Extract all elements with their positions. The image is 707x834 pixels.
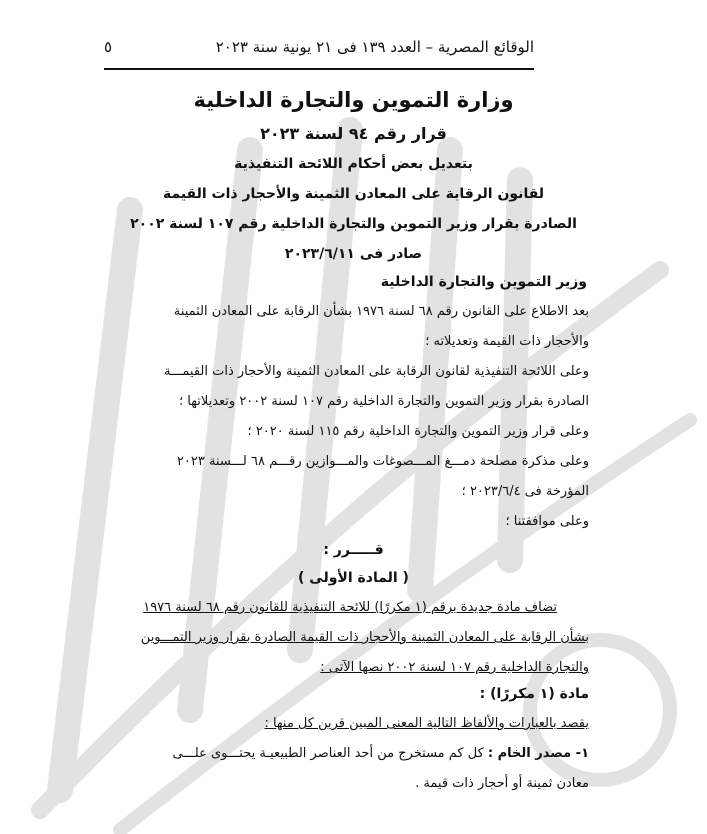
preamble-line-5: وعلى قرار وزير التموين والتجارة الداخلية رقم ١١٥ لسنة ٢٠٢٠ ؛ bbox=[247, 424, 589, 439]
preamble-line-7: المؤرخة فى ٢٠٢٣/٦/٤ ؛ bbox=[461, 484, 589, 499]
issue-date: صادر فى ٢٠٢٣/٦/١١ bbox=[284, 246, 423, 262]
definition-1-term: ١- مصدر الخام : bbox=[487, 746, 589, 761]
definitions-intro: يقصد بالعبارات والألفاظ التالية المعنى المبين قرين كل منها : bbox=[264, 716, 589, 731]
article-one-line-1: تضاف مادة جديدة برقم (١ مكررًا) للائحة التنفيذية للقانون رقم ٦٨ لسنة ١٩٧٦ bbox=[143, 600, 557, 615]
new-article-heading: مادة (١ مكررًا) : bbox=[479, 686, 589, 702]
article-one-line-2: بشأن الرقابة على المعادن الثمينة والأحجار ذات القيمة الصادرة بقرار وزير التمـــوين bbox=[140, 630, 589, 645]
definition-1 bbox=[0, 746, 589, 761]
minister-heading: وزير التموين والتجارة الداخلية bbox=[380, 274, 587, 290]
preamble-line-2: والأحجار ذات القيمة وتعديلاته ؛ bbox=[425, 334, 589, 349]
header-rule bbox=[104, 68, 534, 70]
page-number: ٥ bbox=[104, 38, 113, 56]
preamble-line-4: الصادرة بقرار وزير التموين والتجارة الداخلية رقم ١٠٧ لسنة ٢٠٠٢ وتعديلاتها ؛ bbox=[178, 394, 589, 409]
ministry-title: وزارة التموين والتجارة الداخلية bbox=[193, 88, 514, 112]
article-one-line-3: والتجارة الداخلية رقم ١٠٧ لسنة ٢٠٠٢ نصها الآتى : bbox=[320, 660, 589, 675]
decides-heading: قـــــرر : bbox=[323, 542, 384, 558]
decree-subject-line-1: بتعديل بعض أحكام اللائحة التنفيذية bbox=[234, 156, 473, 172]
running-title: الوقائع المصرية – العدد ١٣٩ فى ٢١ يونية سنة ٢٠٢٣ bbox=[215, 38, 534, 56]
definition-1-continued: معادن ثمينة أو أحجار ذات قيمة . bbox=[415, 776, 589, 791]
decree-number: قرار رقم ٩٤ لسنة ٢٠٢٣ bbox=[260, 124, 447, 143]
preamble-line-6: وعلى مذكرة مصلحة دمـــغ المـــصوغات والمـــوازين رقـــم ٦٨ لـــسنة ٢٠٢٣ bbox=[176, 454, 589, 469]
preamble-line-8: وعلى موافقتنا ؛ bbox=[505, 514, 589, 529]
decree-subject-line-2: لقانون الرقابة على المعادن الثمينة والأحجار ذات القيمة bbox=[162, 186, 545, 202]
page-header bbox=[104, 38, 534, 56]
preamble-line-1: بعد الاطلاع على القانون رقم ٦٨ لسنة ١٩٧٦ بشأن الرقابة على المعادن الثمينة bbox=[173, 304, 589, 319]
definition-1-text: كل كم مستخرج من أحد العناصر الطبيعيـة يحتـــوى علـــى bbox=[172, 746, 488, 761]
preamble-line-3: وعلى اللائحة التنفيذية لقانون الرقابة على المعادن الثمينة والأحجار ذات القيمـــة bbox=[164, 364, 589, 379]
article-one-heading: ( المادة الأولى ) bbox=[298, 570, 409, 586]
decree-subject-line-3: الصادرة بقرار وزير التموين والتجارة الداخلية رقم ١٠٧ لسنة ٢٠٠٢ bbox=[130, 216, 577, 232]
